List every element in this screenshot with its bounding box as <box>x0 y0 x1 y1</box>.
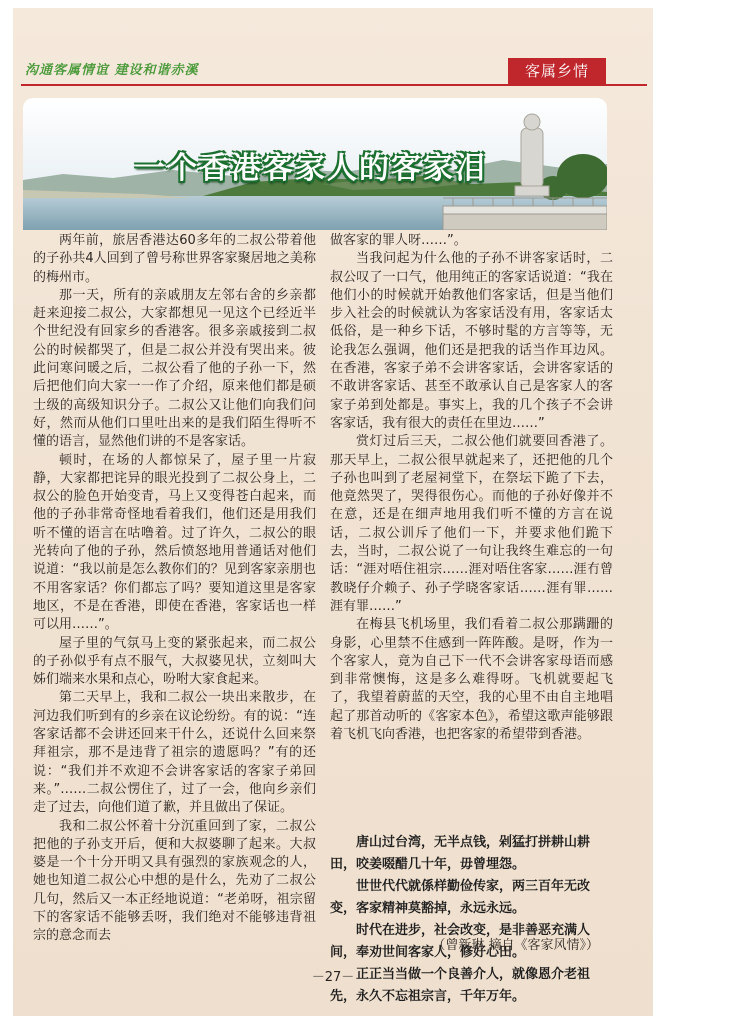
magazine-page <box>13 8 653 1016</box>
lyric-stanza: 世世代代就係样勤俭传家，两三百年无改变，客家精神莫豁掉，永远永远。 <box>330 879 591 916</box>
article-title: 一个香港客家人的客家泪 <box>135 151 487 186</box>
header-divider <box>21 84 647 86</box>
paragraph: 在梅县飞机场里，我们看着二叔公那蹒跚的身影，心里禁不住感到一阵阵酸。是呀，作为一个客家人，竟为自己下一代不会讲客家母语而感到非常懊悔，这是多么难得呀。飞机就要起飞了，我望着蔚蓝的天空，我的心里不由自主地唱起了那首动听的《客家本色》，希望这歌声能够跟着飞机飞向香港，也把客家的希望带到香港。 <box>330 617 613 743</box>
title-banner-photo <box>23 98 607 230</box>
lyric-stanza: 时代在进步，社会改变，是非善恶充满人间，奉劝世间客家人，修好心田。 <box>330 923 591 960</box>
section-tab: 客属乡情 <box>508 58 606 84</box>
article-column-left <box>33 232 316 946</box>
paragraph: 赏灯过后三天，二叔公他们就要回香港了。那天早上，二叔公很早就起来了，还把他的几个子孙也叫到了老屋祠堂下，在祭坛下跪了下去，他竟然哭了，哭得很伤心。而他的子孙好像并不在意，还是在细声地用我们听不懂的方言在说话，二叔公训斥了他们一下，并要求他们跪下去，当时，二叔公说了一句让我终生难忘的一句话：“涯对唔住祖宗……涯对唔住客家……涯冇曾教晓仔介赖子、孙子学晓客家话……涯有罪……涯有罪……” <box>330 434 613 614</box>
lyric-stanza: 唐山过台湾，无半点钱，剁猛打拼耕山耕田，咬姜啜醋几十年，毋曾埋怨。 <box>330 835 591 872</box>
paragraph: 那一天，所有的亲戚朋友左邻右舍的乡亲都赶来迎接二叔公，大家都想见一见这个已经近半个世纪没有回家乡的香港客。很多亲戚接到二叔公的时候都哭了，但是二叔公并没有哭出来。彼此问寒问暖之后，二叔公看了他的子孙一下，然后把他们向大家一一作了介绍，原来他们都是硕士级的高级知识分子。二叔公又让他们向我们问好，然而从他们口里吐出来的是我们陌生得听不懂的语言，显然他们讲的不是客家话。 <box>33 287 316 450</box>
paragraph-continuation: 做客家的罪人呀……”。 <box>330 233 467 248</box>
article-column-right <box>330 232 613 744</box>
paragraph: 屋子里的气氛马上变的紧张起来，而二叔公的子孙似乎有点不服气，大叔婆见状，立刻叫大姊们端来水果和点心，吩咐大家食起来。 <box>33 635 316 688</box>
paragraph: 两年前，旅居香港达60多年的二叔公带着他的子孙共4人回到了曾号称世界客家聚居地之美称的梅州市。 <box>33 233 316 285</box>
author-source: （曾新琳 摘自《客家风情》） <box>432 938 599 953</box>
paragraph: 当我问起为什么他的子孙不讲客家话时，二叔公叹了一口气，他用纯正的客家话说道：“我在他们小的时候就开始教他们客家话，但是当他们步入社会的时候就认为客家话没有用，客家话太低俗，是一种乡下话，不够时髦的方言等等，无论我怎么强调，他们还是把我的话当作耳边风。在香港，客家子弟不会讲客家话，会讲客家话的不敢讲客家话、甚至不敢承认自己是客家人的客家子弟到处都是。事实上，我的几个孩子不会讲客家话，我有很大的责任在里边……” <box>330 251 613 431</box>
header-slogan: 沟通客属情谊 建设和谐赤溪 <box>25 63 199 78</box>
page-number: －27－ <box>311 970 355 985</box>
paragraph: 我和二叔公怀着十分沉重回到了家，二叔公把他的子孙支开后，便和大叔婆聊了起来。大叔婆是一个十分开明又具有强烈的家族观念的人，她也知道二叔公心中想的是什么，先劝了二叔公几句，然后又一本正经地说道：“老弟呀，祖宗留下的客家话不能够丢呀，我们绝对不能够违背祖宗的意念而去 <box>33 818 316 944</box>
paragraph: 第二天早上，我和二叔公一块出来散步，在河边我们听到有的乡亲在议论纷纷。有的说：“连客家话都不会讲还回来干什么，还说什么回来祭拜祖宗，那不是违背了祖宗的遗愿吗？”有的还说：“我们并不欢迎不会讲客家话的客家子弟回来。”……二叔公愣住了，过了一会，他向乡亲们走了过去，向他们道了歉，并且做出了保证。 <box>33 690 316 816</box>
lyric-stanza: 正正当当做一个良善介人，就像恩介老祖先，永久不忘祖宗言，千年万年。 <box>330 967 591 1004</box>
paragraph: 顿时，在场的人都惊呆了，屋子里一片寂静，大家都把诧异的眼光投到了二叔公身上，二叔公的脸色开始变青，马上又变得苍白起来，而他的子孙非常奇怪地看着我们，他们还是用我们听不懂的语言在咕噜着。过了许久，二叔公的眼光转向了他的子孙，然后愤怒地用普通话对他们说道：“我以前是怎么教你们的？见到客家亲朋也不用客家话？你们都忘了吗？要知道这里是客家地区，不是在香港，即使在香港，客家话也一样可以用……”。 <box>33 452 316 633</box>
